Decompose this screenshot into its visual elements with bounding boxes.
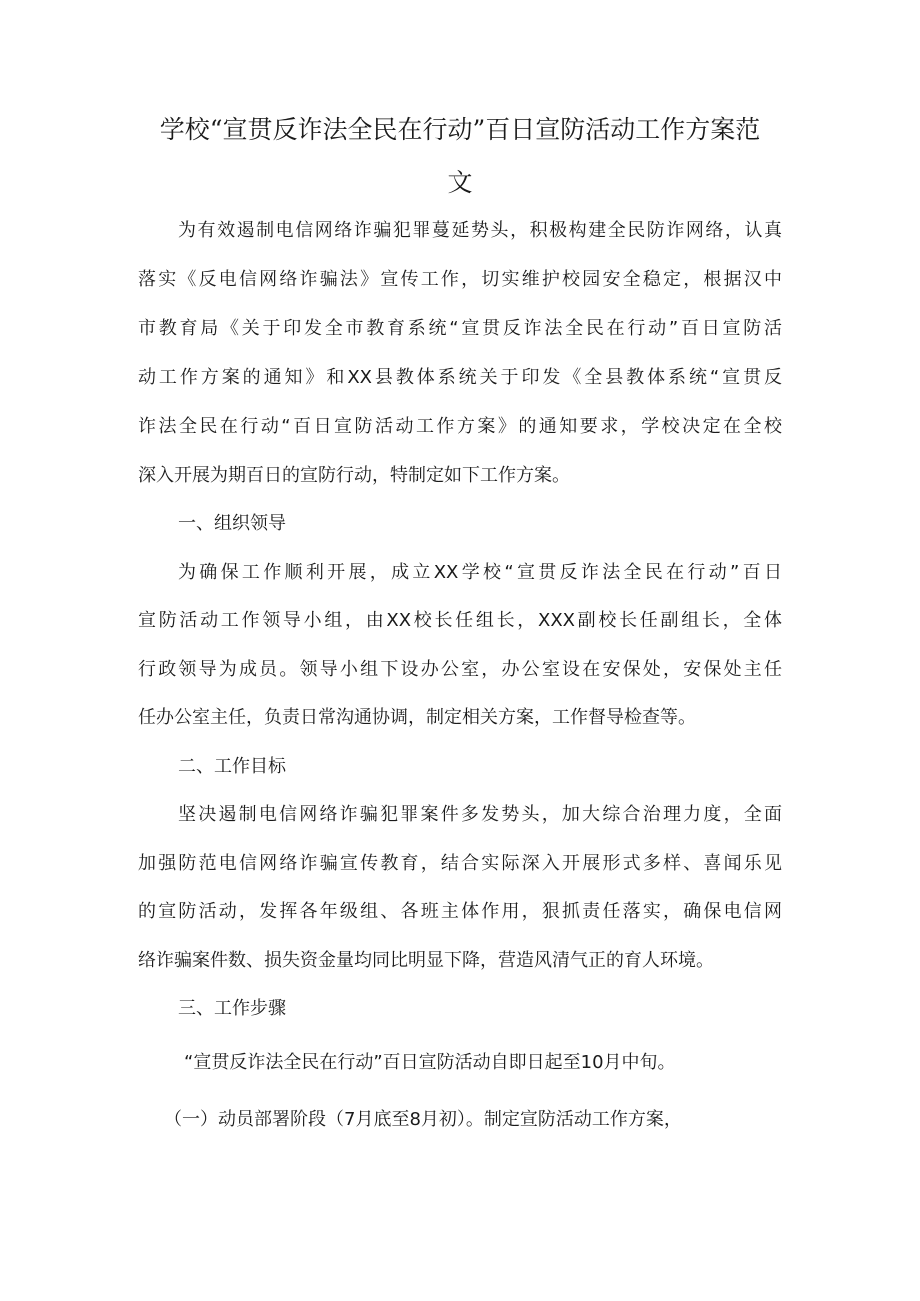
section-heading-steps: 三、工作步骤 — [178, 998, 286, 1019]
text-line: 市教育局《关于印发全市教育系统“宣贯反诈法全民在行动”百日宣防活 — [138, 318, 782, 339]
paragraph-steps-intro: “宣贯反诈法全民在行动”百日宣防活动自即日起至10月中旬。 — [184, 1052, 676, 1073]
text-line: 络诈骗案件数、损失资金量均同比明显下降，营造风清气正的育人环境。 — [138, 950, 714, 971]
text-line: 落实《反电信网络诈骗法》宣传工作，切实维护校园安全稳定，根据汉中 — [138, 269, 782, 290]
text-line: 为有效遏制电信网络诈骗犯罪蔓延势头，积极构建全民防诈网络，认真 — [178, 220, 782, 241]
text-line: 动工作方案的通知》和XX县教体系统关于印发《全县教体系统“宣贯反 — [138, 367, 782, 388]
text-line: 行政领导为成员。领导小组下设办公室，办公室设在安保处，安保处主任 — [138, 659, 782, 680]
section-heading-organization: 一、组织领导 — [178, 513, 286, 534]
text-line: 任办公室主任，负责日常沟通协调，制定相关方案，工作督导检查等。 — [138, 707, 696, 728]
document-title-line-1: 学校“宣贯反诈法全民在行动”百日宣防活动工作方案范 — [159, 115, 761, 144]
text-line: 的宣防活动，发挥各年级组、各班主体作用，狠抓责任落实，确保电信网 — [138, 901, 782, 922]
text-line: 加强防范电信网络诈骗宣传教育，结合实际深入开展形式多样、喜闻乐见 — [138, 853, 782, 874]
paragraph-step-1: （一）动员部署阶段（7月底至8月初）。制定宣防活动工作方案， — [164, 1109, 682, 1130]
text-line: 坚决遏制电信网络诈骗犯罪案件多发势头，加大综合治理力度，全面 — [178, 804, 782, 825]
text-line: 宣防活动工作领导小组，由XX校长任组长，XXX副校长任副组长，全体 — [138, 610, 782, 631]
text-line: 深入开展为期百日的宣防行动，特制定如下工作方案。 — [138, 465, 570, 486]
document-title-line-2: 文 — [447, 168, 473, 197]
text-line: 为确保工作顺利开展，成立XX学校“宣贯反诈法全民在行动”百日 — [178, 562, 782, 583]
text-line: 诈法全民在行动“百日宣防活动工作方案》的通知要求，学校决定在全校 — [138, 416, 782, 437]
section-heading-goals: 二、工作目标 — [178, 756, 286, 777]
